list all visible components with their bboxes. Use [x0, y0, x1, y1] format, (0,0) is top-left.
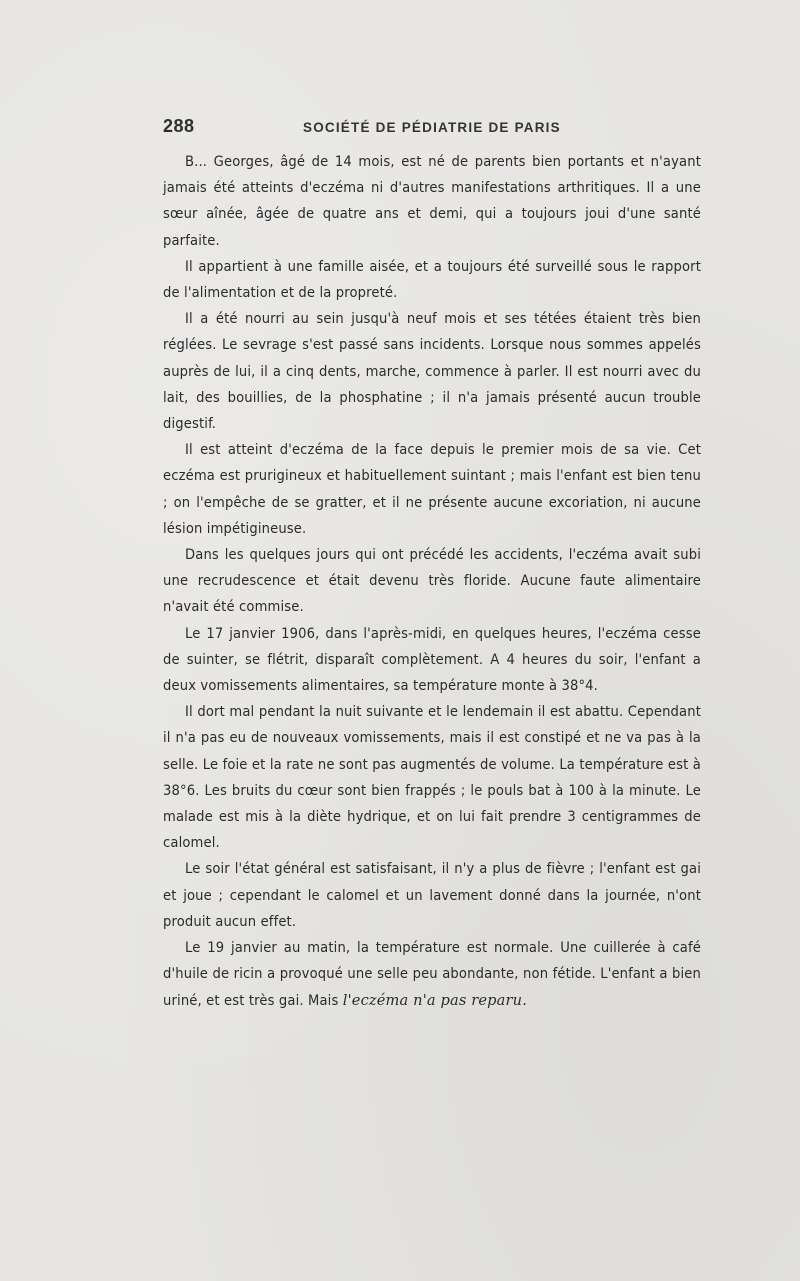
paragraph-last-text: Le 19 janvier au matin, la température est normale. Une cuillerée à café d'huile de ricin a provoqué une selle peu abondante, non fétide. L'enfant a bien uriné, et est très gai. Mais [163, 939, 701, 1009]
paragraph: Le soir l'état général est satisfaisant, il n'y a plus de fièvre ; l'enfant est gai et joue ; cependant le calomel et un lavement donné dans la journée, n'ont produit aucun effet. [163, 860, 701, 930]
paragraph-last-italic: l'eczéma n'a pas reparu. [342, 991, 527, 1009]
paragraph: Dans les quelques jours qui ont précédé les accidents, l'eczéma avait subi une recrudescence et était devenu très floride. Aucune faute alimentaire n'avait été commise. [163, 546, 701, 616]
paragraph: Il a été nourri au sein jusqu'à neuf mois et ses tétées étaient très bien réglées. Le sevrage s'est passé sans incidents. Lorsque nous sommes appelés auprès de lui, il a cinq dents, marche, commence à parler. Il est nourri avec du lait, des bouillies, de la phosphatine ; il n'a jamais présenté aucun trouble digestif. [163, 310, 701, 433]
page-header [163, 116, 708, 138]
paragraph: Le 17 janvier 1906, dans l'après-midi, en quelques heures, l'eczéma cesse de suinter, se flétrit, disparaît complètement. A 4 heures du soir, l'enfant a deux vomissements alimentaires, sa température monte à 38°4. [163, 624, 701, 695]
paragraph: B... Georges, âgé de 14 mois, est né de parents bien portants et n'ayant jamais été atteints d'eczéma ni d'autres manifestations arthritiques. Il a une sœur aînée, âgée de quatre ans et demi, qui a toujours joui d'une santé parfaite. [163, 153, 701, 249]
body-text [163, 149, 701, 1014]
paragraph: Il dort mal pendant la nuit suivante et le lendemain il est abattu. Cependant il n'a pas eu de nouveaux vomissements, mais il est constipé et ne va pas à la selle. Le foie et la rate ne sont pas augmentés de volume. La température est à 38°6. Les bruits du cœur sont bien frappés ; le pouls bat à 100 à la minute. Le malade est mis à la diète hydrique, et on lui fait prendre 3 centigrammes de calomel. [163, 703, 701, 852]
paragraph: Il appartient à une famille aisée, et a toujours été surveillé sous le rapport de l'alimentation et de la propreté. [163, 257, 701, 302]
page-number: 288 [163, 116, 195, 136]
paragraph: Il est atteint d'eczéma de la face depuis le premier mois de sa vie. Cet eczéma est prurigineux et habituellement suintant ; mais l'enfant est bien tenu ; on l'empêche de se gratter, et il ne présente aucune excoriation, ni aucune lésion impétigineuse. [163, 441, 701, 537]
running-head: SOCIÉTÉ DE PÉDIATRIE DE PARIS [303, 120, 561, 135]
paragraph-last [163, 935, 701, 1014]
